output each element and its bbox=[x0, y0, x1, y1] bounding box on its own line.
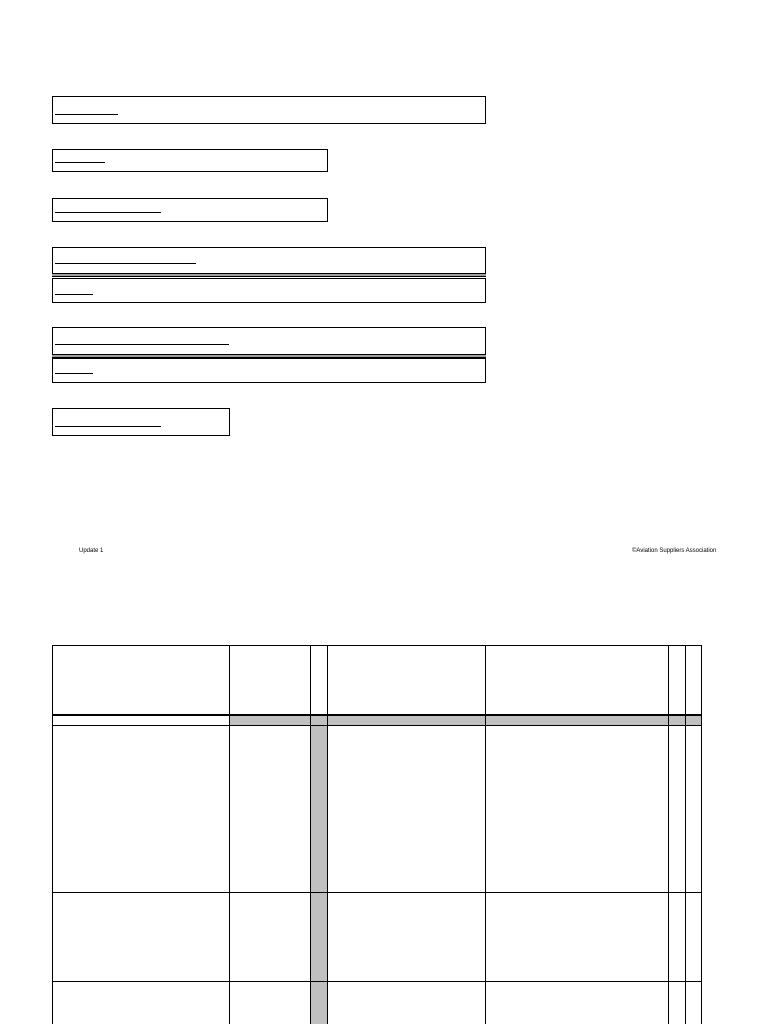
field-underline bbox=[55, 114, 118, 115]
row-divider bbox=[53, 725, 701, 726]
form-field-1[interactable] bbox=[52, 96, 486, 124]
header-shade-band bbox=[229, 715, 701, 725]
footer-update-label: Update 1 bbox=[79, 548, 104, 554]
form-field-4-bottom[interactable] bbox=[52, 278, 486, 303]
row-divider bbox=[53, 981, 701, 982]
field-underline bbox=[55, 373, 93, 374]
records-table bbox=[52, 645, 702, 1024]
column-divider bbox=[310, 646, 311, 1024]
form-field-5-bottom[interactable] bbox=[52, 358, 486, 383]
field-underline bbox=[55, 162, 105, 163]
field-underline bbox=[55, 212, 161, 213]
form-field-5-top[interactable] bbox=[52, 327, 486, 355]
field-separator bbox=[52, 273, 486, 277]
field-underline bbox=[55, 294, 93, 295]
column-divider bbox=[229, 646, 230, 1024]
column-divider bbox=[485, 646, 486, 1024]
header-divider bbox=[53, 714, 701, 716]
column-divider bbox=[327, 646, 328, 1024]
footer-copyright: ©Aviation Suppliers Association bbox=[632, 548, 717, 554]
shaded-column bbox=[310, 715, 327, 1024]
row-divider bbox=[53, 892, 701, 893]
field-underline bbox=[55, 426, 161, 427]
form-field-2[interactable] bbox=[52, 149, 328, 172]
column-divider bbox=[668, 646, 669, 1024]
form-field-6[interactable] bbox=[52, 408, 230, 436]
form-field-3[interactable] bbox=[52, 198, 328, 222]
form-field-4-top[interactable] bbox=[52, 247, 486, 274]
field-underline bbox=[55, 263, 196, 264]
field-underline bbox=[55, 344, 229, 345]
column-divider bbox=[685, 646, 686, 1024]
